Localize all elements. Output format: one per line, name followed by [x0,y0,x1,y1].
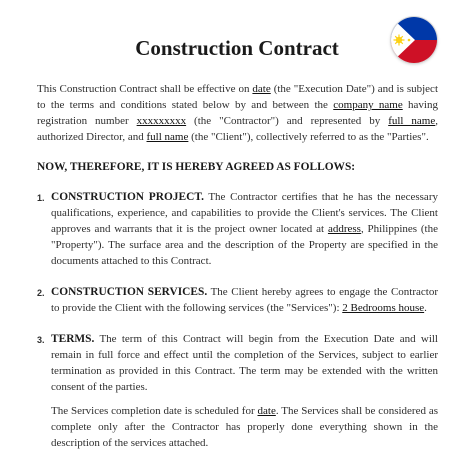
section-number: 2. [37,288,45,298]
section-title: TERMS. [51,333,95,345]
director-name-placeholder: full name [388,115,436,127]
client-name-placeholder: full name [146,131,189,143]
section-text: CONSTRUCTION PROJECT. The Contractor certifies that he has the necessary qualifications, experience, and capabilities to provide the Client's services. The Client approves and warrants that it is the project owner located at address, Philippines (the "Property"). The surface area and the description of the Property are specified in the documents attached to this Contract. [51,191,438,267]
section-title: CONSTRUCTION SERVICES. [51,286,208,298]
section-text: TERMS. The term of this Contract will begin from the Execution Date and will remain in full force and effect until the completion of the Services, subject to earlier termination as provided in this Contract. The term may be extended with the written consent of the parties. [51,333,438,393]
completion-date-placeholder: date [257,405,276,417]
agreement-heading: NOW, THEREFORE, IT IS HEREBY AGREED AS FOLLOWS: [37,161,356,173]
section-terms [37,331,438,451]
service-placeholder: 2 Bedrooms house [342,302,425,314]
registration-number-placeholder: xxxxxxxxx [136,115,187,127]
section-title: CONSTRUCTION PROJECT. [51,191,204,203]
intro-paragraph: This Construction Contract shall be effective on date (the "Execution Date") and is subject to the terms and conditions stated below by and between the company name having registration number xxxxxxxxx (the "Contractor") and represented by full name, authorized Director, and full name (the "Client"), collectively referred to as the "Parties". [37,83,438,143]
document-body [37,81,438,466]
document-title: Construction Contract [135,36,339,60]
section-text: CONSTRUCTION SERVICES. The Client hereby agrees to engage the Contractor to provide the Client with the following services (the "Services"): 2 Bedrooms house. [51,286,438,314]
address-placeholder: address [327,223,361,235]
section-construction-services [37,284,438,316]
section-number: 3. [37,335,45,345]
company-name-placeholder: company name [333,99,403,111]
section-construction-project [37,189,438,269]
section-text-continued: The Services completion date is scheduled for date. The Services shall be considered as complete only after the Contractor has properly done everything shown in the description of the services attached. [51,405,438,449]
section-number: 1. [37,193,45,203]
execution-date-placeholder: date [252,83,271,95]
